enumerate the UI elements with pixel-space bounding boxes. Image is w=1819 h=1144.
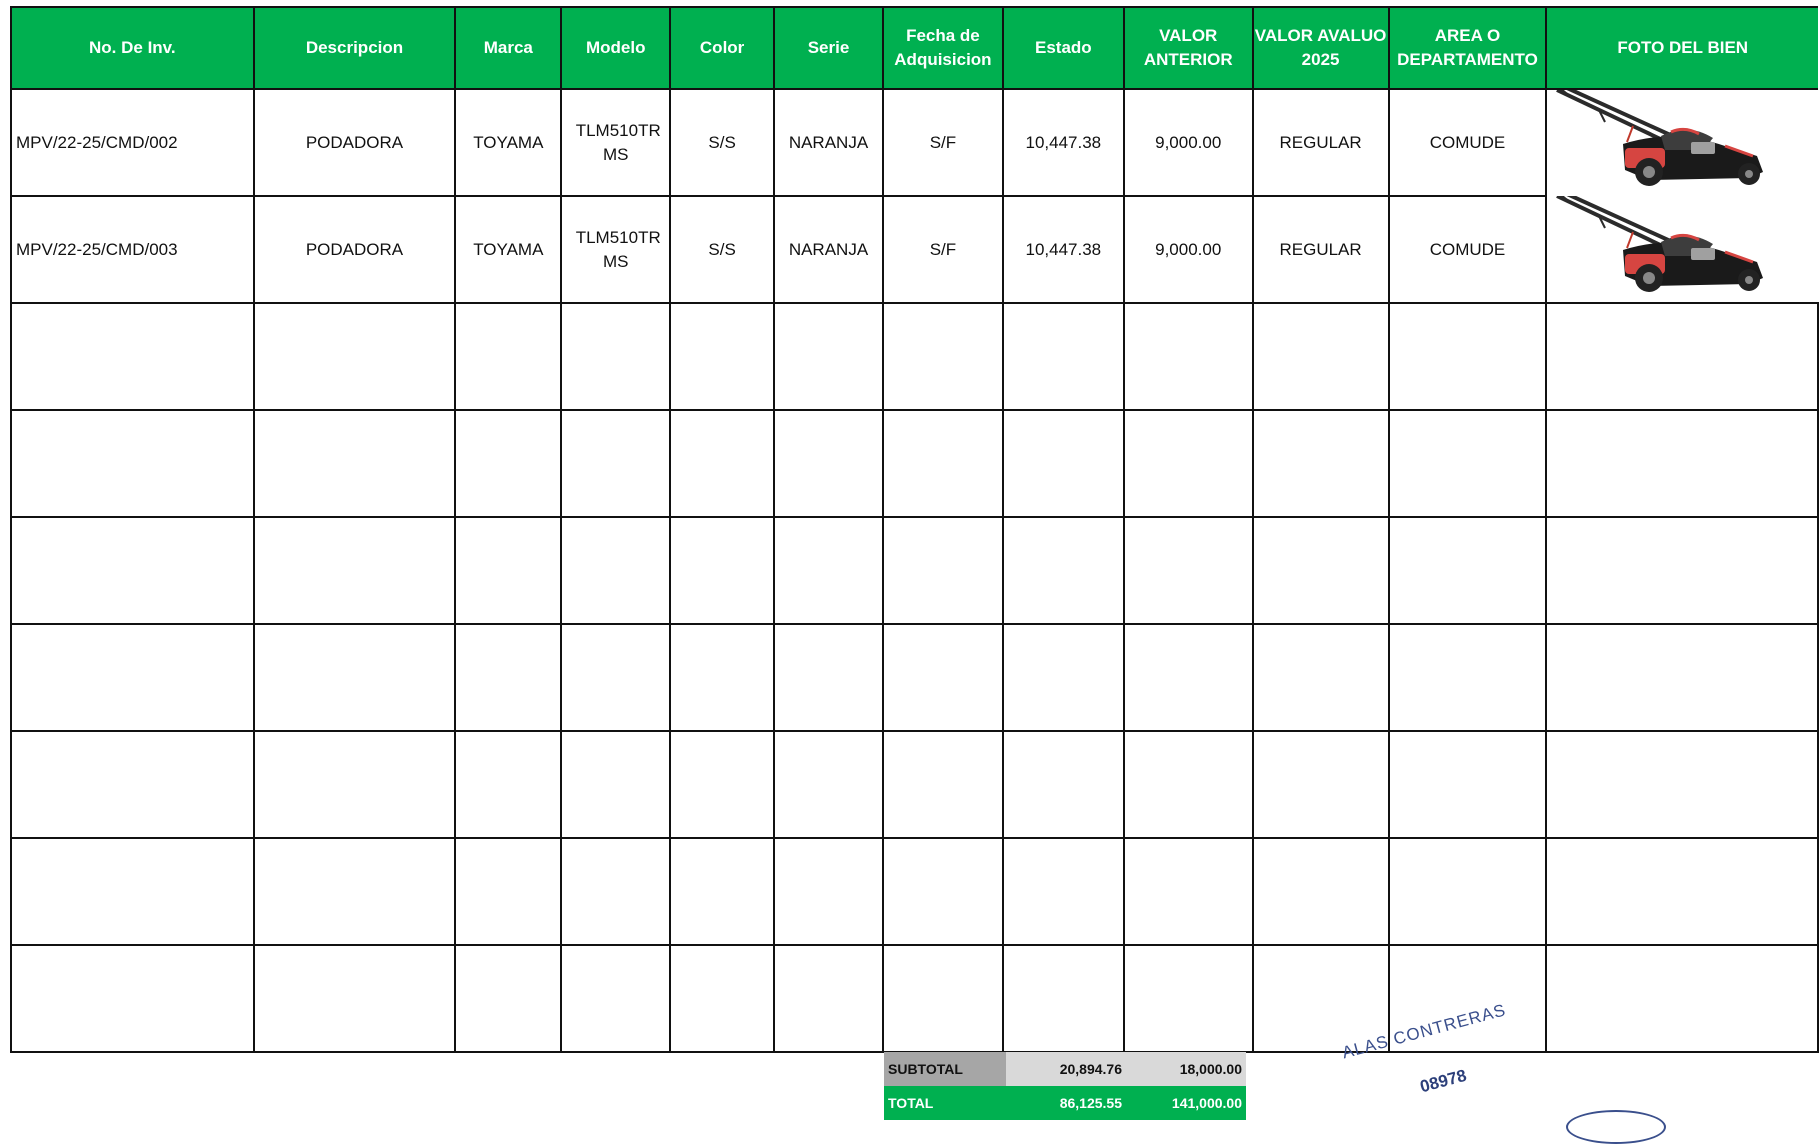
table-cell-empty [774,517,883,624]
col-header-descripcion: Descripcion [254,7,456,89]
cell-valor-avaluo: REGULAR [1253,196,1389,303]
table-cell-empty [883,303,1003,410]
table-row [11,196,1818,303]
table-cell-empty [254,945,456,1052]
table-cell-empty [455,517,561,624]
cell-area: COMUDE [1389,89,1547,196]
header-row [11,7,1818,89]
table-cell-empty [561,731,670,838]
cell-marca: TOYAMA [455,196,561,303]
table-row-empty [11,945,1818,1052]
table-cell-empty [1389,517,1547,624]
table-cell-empty [1389,624,1547,731]
stamp-number-text: 08978 [1418,1065,1469,1097]
cell-estado: 10,447.38 [1003,196,1124,303]
table-cell-empty [11,410,254,517]
table-cell-empty [670,410,774,517]
table-cell-empty [670,624,774,731]
table-cell-empty [774,303,883,410]
cell-area: COMUDE [1389,196,1547,303]
table-cell-empty [11,517,254,624]
lawn-mower-photo [1553,196,1783,302]
table-cell-empty [1546,410,1818,517]
cell-descripcion: PODADORA [254,89,456,196]
table-cell-empty [254,838,456,945]
cell-valor-anterior: 9,000.00 [1124,89,1253,196]
table-cell-empty [254,517,456,624]
col-header-fecha: Fecha de Adquisicion [883,7,1003,89]
table-cell-empty [774,624,883,731]
cell-fecha: S/F [883,89,1003,196]
cell-no-inv: MPV/22-25/CMD/003 [11,196,254,303]
table-cell-empty [455,731,561,838]
table-cell-empty [455,410,561,517]
table-cell-empty [1003,624,1124,731]
table-cell-empty [254,624,456,731]
subtotal-row [884,1052,1246,1086]
table-cell-empty [254,303,456,410]
table-cell-empty [561,945,670,1052]
cell-color: S/S [670,196,774,303]
table-cell-empty [670,303,774,410]
table-cell-empty [254,731,456,838]
cell-serie: NARANJA [774,196,883,303]
table-cell-empty [774,731,883,838]
table-cell-empty [1546,624,1818,731]
table-cell-empty [561,838,670,945]
table-cell-empty [1253,410,1389,517]
table-cell-empty [1003,410,1124,517]
cell-foto [1546,89,1818,196]
table-cell-empty [1124,410,1253,517]
table-cell-empty [11,624,254,731]
table-cell-empty [11,945,254,1052]
cell-descripcion: PODADORA [254,196,456,303]
table-cell-empty [1389,303,1547,410]
table-cell-empty [1124,624,1253,731]
total-label: TOTAL [884,1086,1006,1120]
table-cell-empty [561,410,670,517]
table-row-empty [11,838,1818,945]
table-cell-empty [670,517,774,624]
cell-no-inv: MPV/22-25/CMD/002 [11,89,254,196]
table-cell-empty [455,303,561,410]
table-cell-empty [1124,731,1253,838]
table-cell-empty [1546,303,1818,410]
table-row [11,89,1818,196]
table-cell-empty [883,624,1003,731]
table-cell-empty [455,945,561,1052]
cell-marca: TOYAMA [455,89,561,196]
col-header-modelo: Modelo [561,7,670,89]
table-row-empty [11,410,1818,517]
total-value-b: 141,000.00 [1126,1086,1246,1120]
cell-modelo-text: TLM510TR MS [575,227,661,271]
col-header-valor-anterior: VALOR ANTERIOR [1124,7,1253,89]
table-cell-empty [1546,838,1818,945]
table-cell-empty [670,731,774,838]
table-cell-empty [1124,838,1253,945]
cell-modelo [561,89,670,196]
total-value-a: 86,125.55 [1006,1086,1126,1120]
lawn-mower-photo [1553,89,1783,196]
table-cell-empty [774,945,883,1052]
table-cell-empty [1253,624,1389,731]
subtotal-value-a: 20,894.76 [1006,1052,1126,1086]
table-cell-empty [1003,945,1124,1052]
table-cell-empty [1389,731,1547,838]
table-cell-empty [561,517,670,624]
table-row-empty [11,303,1818,410]
table-cell-empty [883,731,1003,838]
official-stamp [1318,1000,1558,1122]
table-cell-empty [561,303,670,410]
totals-block [884,1052,1246,1120]
table-cell-empty [883,517,1003,624]
col-header-serie: Serie [774,7,883,89]
table-cell-empty [1546,731,1818,838]
cell-foto [1546,196,1818,303]
table-cell-empty [774,410,883,517]
table-cell-empty [455,838,561,945]
col-header-no-inv: No. De Inv. [11,7,254,89]
col-header-color: Color [670,7,774,89]
cell-estado: 10,447.38 [1003,89,1124,196]
col-header-estado: Estado [1003,7,1124,89]
table-cell-empty [455,624,561,731]
table-cell-empty [561,624,670,731]
table-cell-empty [670,838,774,945]
cell-modelo [561,196,670,303]
table-cell-empty [11,731,254,838]
col-header-foto: FOTO DEL BIEN [1546,7,1818,89]
table-cell-empty [1253,838,1389,945]
cell-valor-anterior: 9,000.00 [1124,196,1253,303]
cell-serie: NARANJA [774,89,883,196]
inventory-table [10,6,1819,1053]
table-row-empty [11,731,1818,838]
col-header-area: AREA O DEPARTAMENTO [1389,7,1547,89]
col-header-marca: Marca [455,7,561,89]
table-cell-empty [1003,303,1124,410]
table-cell-empty [1253,303,1389,410]
total-row [884,1086,1246,1120]
signature-oval [1566,1110,1666,1144]
table-cell-empty [1124,945,1253,1052]
table-cell-empty [1546,517,1818,624]
table-cell-empty [1003,517,1124,624]
table-cell-empty [1253,517,1389,624]
table-cell-empty [11,838,254,945]
table-cell-empty [11,303,254,410]
cell-fecha: S/F [883,196,1003,303]
table-cell-empty [1124,517,1253,624]
cell-color: S/S [670,89,774,196]
table-row-empty [11,517,1818,624]
stamp-name-text: ALAS CONTRERAS [1340,1000,1509,1063]
table-cell-empty [1124,303,1253,410]
table-cell-empty [883,945,1003,1052]
cell-modelo-text: TLM510TR MS [575,120,661,164]
table-cell-empty [1003,731,1124,838]
cell-valor-avaluo: REGULAR [1253,89,1389,196]
table-cell-empty [883,838,1003,945]
table-row-empty [11,624,1818,731]
table-cell-empty [1389,410,1547,517]
table-cell-empty [1003,838,1124,945]
table-cell-empty [254,410,456,517]
col-header-valor-avaluo: VALOR AVALUO 2025 [1253,7,1389,89]
table-cell-empty [1546,945,1818,1052]
subtotal-value-b: 18,000.00 [1126,1052,1246,1086]
table-cell-empty [670,945,774,1052]
table-cell-empty [774,838,883,945]
table-cell-empty [1389,838,1547,945]
subtotal-label: SUBTOTAL [884,1052,1006,1086]
table-cell-empty [883,410,1003,517]
table-cell-empty [1253,731,1389,838]
